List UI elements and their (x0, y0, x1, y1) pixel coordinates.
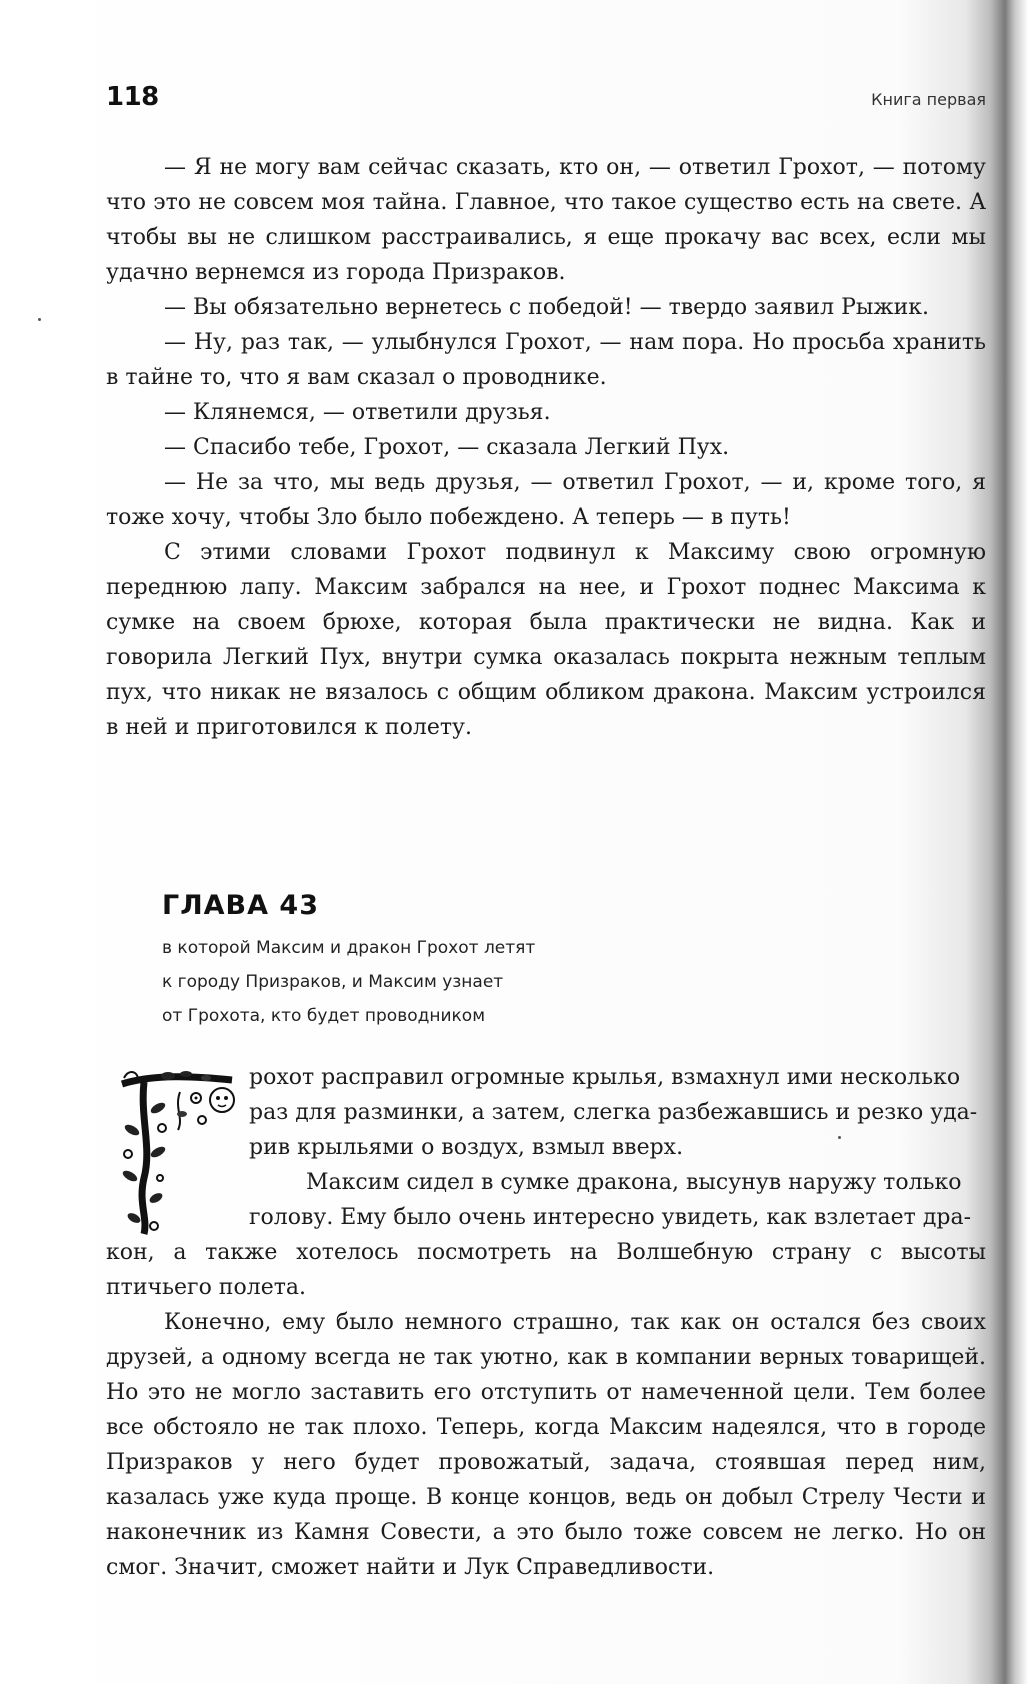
chapter-subtitle-line: от Грохота, кто будет проводником (162, 1006, 486, 1026)
paragraph: — Вы обязательно вернетесь с победой! — твердо заявил Рыжик. (164, 295, 930, 320)
paragraph: кон, а также хотелось посмотреть на Волшебную страну с высоты птичьего полета. (106, 1240, 986, 1300)
section-text-2 (106, 1060, 986, 1585)
section2-continuation (106, 1235, 986, 1585)
text-line: голову. Ему было очень интересно увидеть, как взлетает дра- (249, 1205, 972, 1230)
text-line: раз для разминки, а затем, слегка разбежавшись и резко уда- (249, 1100, 978, 1125)
text-line: рохот расправил огромные крылья, взмахнул ими несколько (249, 1065, 961, 1090)
paragraph: — Ну, раз так, — улыбнулся Грохот, — нам пора. Но просьба хранить в тайне то, что я вам сказал о проводнике. (106, 330, 986, 390)
text-line: рив крыльями о воздух, взмыл вверх. (249, 1135, 684, 1160)
chapter-subtitle-line: к городу Призраков, и Максим узнает (162, 972, 504, 992)
chapter-heading (162, 890, 762, 1033)
chapter-title: ГЛАВА 43 (162, 890, 319, 921)
chapter-subtitle-line: в которой Максим и дракон Грохот летят (162, 938, 536, 958)
ornamental-dropcap-g-icon (114, 1068, 238, 1238)
paragraph: — Клянемся, — ответили друзья. (164, 400, 551, 425)
text-line: Максим сидел в сумке дракона, высунув наружу только (306, 1170, 962, 1195)
paragraph: Конечно, ему было немного страшно, так как он остался без своих друзей, а одному всегда не так уютно, как в компании верных товарищей. Но это не могло заставить его отступить от намеченной цели. Тем более все обстояло не так плохо. Теперь, когда Максим надеялся, что в городе Призраков у него будет провожатый, задача, стоявшая перед ним, казалась уже куда проще. В конце концов, ведь он добыл Стрелу Чести и наконечник из Камня Совести, а это было тоже совсем не легко. Но он смог. Значит, сможет найти и Лук Справедливости. (106, 1310, 986, 1580)
paragraph: С этими словами Грохот подвинул к Максиму свою огромную переднюю лапу. Максим забрался на нее, и Грохот поднес Максима к сумке на своем брюхе, которая была практически не видна. Как и говорила Легкий Пух, внутри сумка оказалась покрыта нежным теплым пух, что никак не вязалось с общим обликом дракона. Максим устроился в ней и приготовился к полету. (106, 540, 986, 740)
page-speck (838, 1136, 841, 1139)
page-speck (38, 318, 41, 321)
page-number: 118 (106, 82, 159, 112)
chapter-subtitle (162, 931, 762, 1033)
page-header (106, 82, 986, 118)
paragraph: — Не за что, мы ведь друзья, — ответил Грохот, — и, кроме того, я тоже хочу, чтобы Зло было побеждено. А теперь — в путь! (106, 470, 986, 530)
paragraph: — Спасибо тебе, Грохот, — сказала Легкий Пух. (164, 435, 730, 460)
paragraph: — Я не могу вам сейчас сказать, кто он, — ответил Грохот, — потому что это не совсем моя тайна. Главное, что такое существо есть на свете. А чтобы вы не слишком расстраивались, я еще прокачу вас всех, если мы удачно вернемся из города Призраков. (106, 155, 986, 285)
section-text-1 (106, 150, 986, 745)
running-head: Книга первая (871, 90, 986, 109)
